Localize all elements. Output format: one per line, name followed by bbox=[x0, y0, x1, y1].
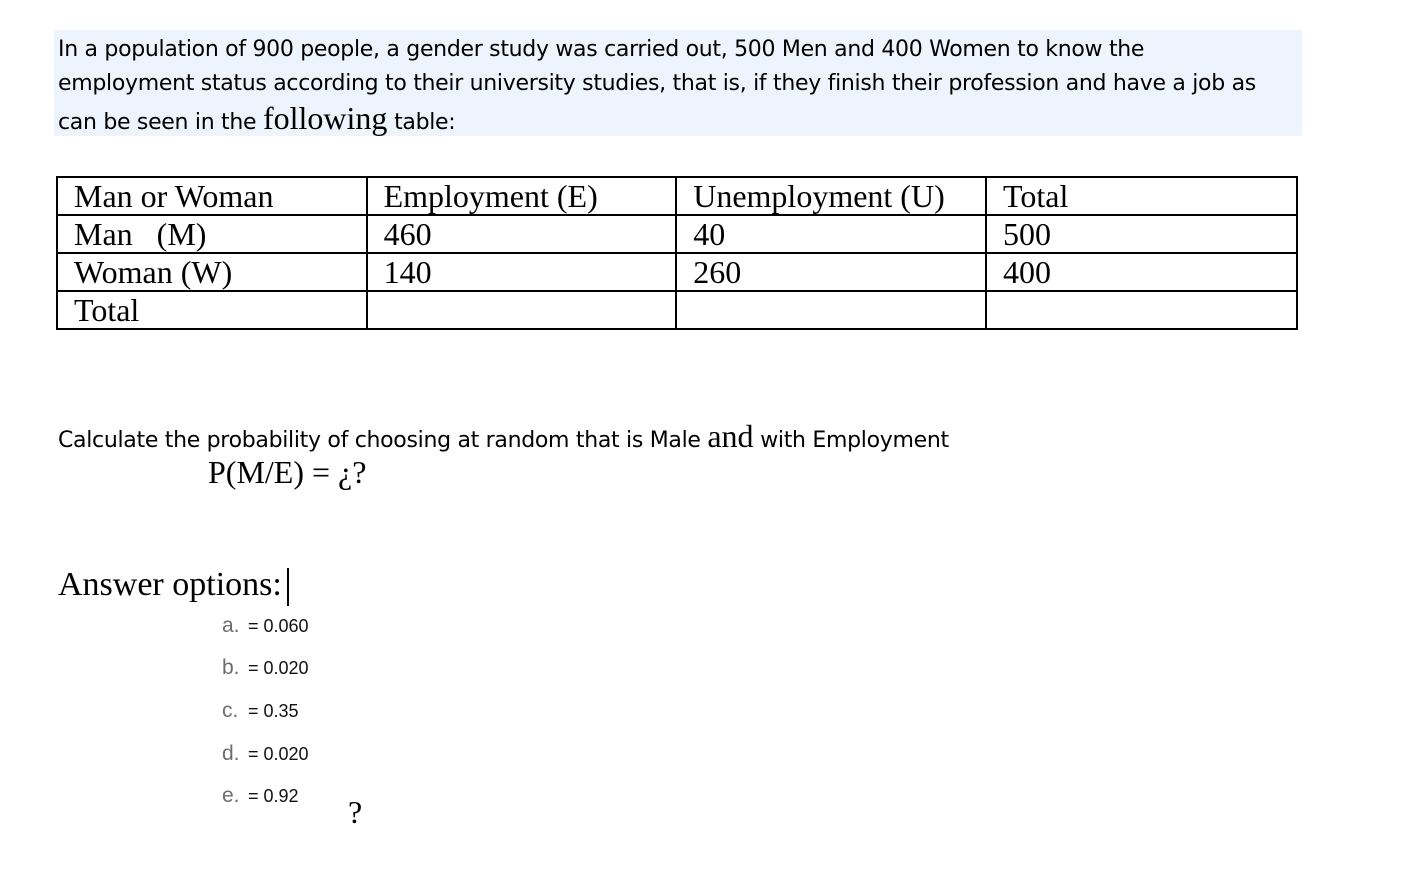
answer-options-title: Answer options: bbox=[58, 566, 282, 603]
problem-line-2: employment status according to their university studies, that is, if they finish their profession and have a job as bbox=[58, 71, 1256, 96]
employment-table bbox=[56, 176, 1298, 330]
table-cell: 500 bbox=[986, 215, 1297, 253]
problem-line-3-serif-word: following bbox=[262, 100, 388, 136]
header-cell: Employment (E) bbox=[367, 177, 677, 215]
table-cell: Man (M) bbox=[57, 215, 367, 253]
header-cell: Unemployment (U) bbox=[676, 177, 986, 215]
problem-line-3-end: table: bbox=[387, 110, 456, 135]
answer-option-b[interactable] bbox=[222, 656, 309, 680]
question-text bbox=[58, 418, 949, 455]
problem-line-1: In a population of 900 people, a gender study was carried out, 500 Men and 400 Women to know the bbox=[58, 37, 1145, 62]
option-value: = 0.060 bbox=[248, 616, 309, 636]
problem-statement bbox=[54, 30, 1302, 136]
question-start: Calculate the probability of choosing at random that is Male bbox=[58, 428, 708, 453]
table-cell: Woman (W) bbox=[57, 253, 367, 291]
table-cell: Total bbox=[57, 291, 367, 329]
table-cell: 400 bbox=[986, 253, 1297, 291]
option-value: = 0.020 bbox=[248, 744, 309, 764]
option-letter: e. bbox=[222, 784, 240, 807]
table-cell: 140 bbox=[367, 253, 677, 291]
header-cell: Man or Woman bbox=[57, 177, 367, 215]
problem-line-3-start: can be seen in the bbox=[58, 110, 263, 135]
question-end: with Employment bbox=[753, 428, 949, 453]
trailing-question-mark: ? bbox=[348, 794, 363, 830]
probability-formula: P(M/E) = ¿? bbox=[208, 454, 367, 490]
option-letter: c. bbox=[222, 699, 239, 722]
answer-option-d[interactable] bbox=[222, 742, 309, 766]
table-cell bbox=[676, 291, 986, 329]
table-row bbox=[57, 215, 1297, 253]
option-value: = 0.020 bbox=[248, 658, 309, 678]
text-cursor bbox=[287, 568, 289, 606]
table-cell: 260 bbox=[676, 253, 986, 291]
option-letter: b. bbox=[222, 656, 240, 679]
table-cell bbox=[986, 291, 1297, 329]
option-value: = 0.92 bbox=[248, 786, 299, 806]
table-row bbox=[57, 291, 1297, 329]
answer-option-e[interactable] bbox=[222, 784, 299, 808]
table-header-row bbox=[57, 177, 1297, 215]
problem-line-3 bbox=[58, 101, 1302, 140]
header-cell: Total bbox=[986, 177, 1297, 215]
answer-option-a[interactable] bbox=[222, 614, 309, 638]
table-cell: 40 bbox=[676, 215, 986, 253]
question-serif-word: and bbox=[707, 418, 754, 454]
table-cell bbox=[367, 291, 677, 329]
answer-option-c[interactable] bbox=[222, 699, 299, 723]
option-value: = 0.35 bbox=[248, 701, 299, 721]
table-cell: 460 bbox=[367, 215, 677, 253]
table-row bbox=[57, 253, 1297, 291]
option-letter: a. bbox=[222, 614, 240, 637]
option-letter: d. bbox=[222, 742, 240, 765]
